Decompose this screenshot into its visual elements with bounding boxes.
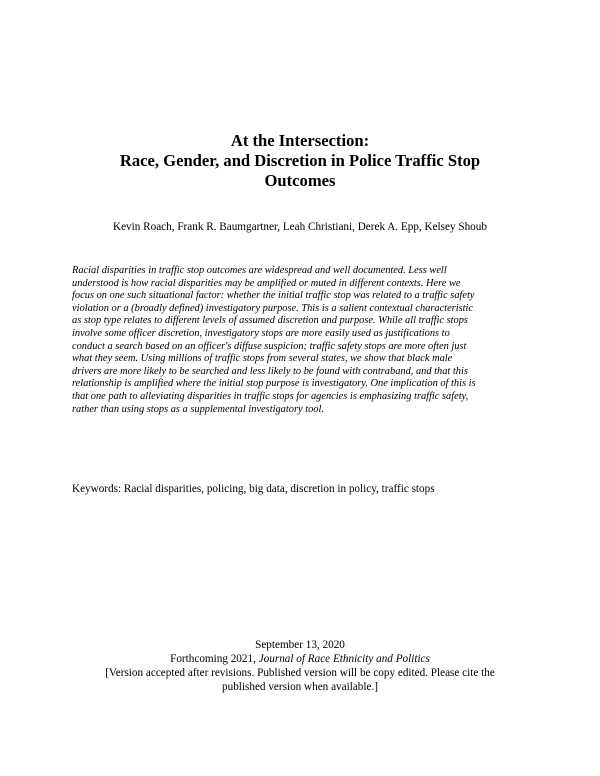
title-line-3: Outcomes <box>264 171 336 190</box>
version-note-line-1: [Version accepted after revisions. Published version will be copy edited. Please cite the <box>105 667 495 679</box>
abstract-line: as stop type relates to different levels of assumed discretion and purpose. While all traffic stops <box>72 315 468 327</box>
keywords: Keywords: Racial disparities, policing, big data, discretion in policy, traffic stops <box>72 483 435 495</box>
abstract-line: involve some officer discretion, investigatory stops are more easily used as justifications to <box>72 327 450 339</box>
abstract-line: violation or a (broadly defined) investigatory purpose. This is a salient contextual characteristic <box>72 302 474 314</box>
abstract-line: Racial disparities in traffic stop outcomes are widespread and well documented. Less well <box>72 265 447 276</box>
journal-name: Journal of Race Ethnicity and Politics <box>258 653 430 665</box>
abstract-line: focus on one such situational factor: whether the initial traffic stop was related to a traffic safety <box>72 290 475 302</box>
version-note-line-2: published version when available.] <box>222 681 378 693</box>
title-line-2: Race, Gender, and Discretion in Police Traffic Stop <box>119 151 481 170</box>
abstract <box>72 265 539 416</box>
forthcoming-line <box>60 652 540 666</box>
abstract-line: rather than using stops as a supplemental investigatory tool. <box>72 403 324 415</box>
abstract-line: that one path to alleviating disparities in traffic stops for agencies is emphasizing traffic safety, <box>72 390 469 402</box>
abstract-line: drivers are more likely to be searched and less likely to be found with contraband, and that this <box>72 365 468 377</box>
forthcoming-prefix: Forthcoming 2021, <box>170 653 259 665</box>
abstract-line: conduct a search based on an officer's diffuse suspicion; traffic safety stops are more often just <box>72 340 467 352</box>
author-list: Kevin Roach, Frank R. Baumgartner, Leah Christiani, Derek A. Epp, Kelsey Shoub <box>113 221 487 233</box>
abstract-line: relationship is amplified where the initial stop purpose is investigatory. One implication of this is <box>72 378 476 390</box>
publication-footer <box>60 638 540 694</box>
publication-date: September 13, 2020 <box>255 639 345 651</box>
abstract-line: understood is how racial disparities may be amplified or muted in different contexts. Here we <box>72 277 461 289</box>
paper-title <box>60 131 540 191</box>
abstract-line: what they seem. Using millions of traffic stops from several states, we show that black male <box>72 353 453 365</box>
title-line-1: At the Intersection: <box>230 131 370 150</box>
